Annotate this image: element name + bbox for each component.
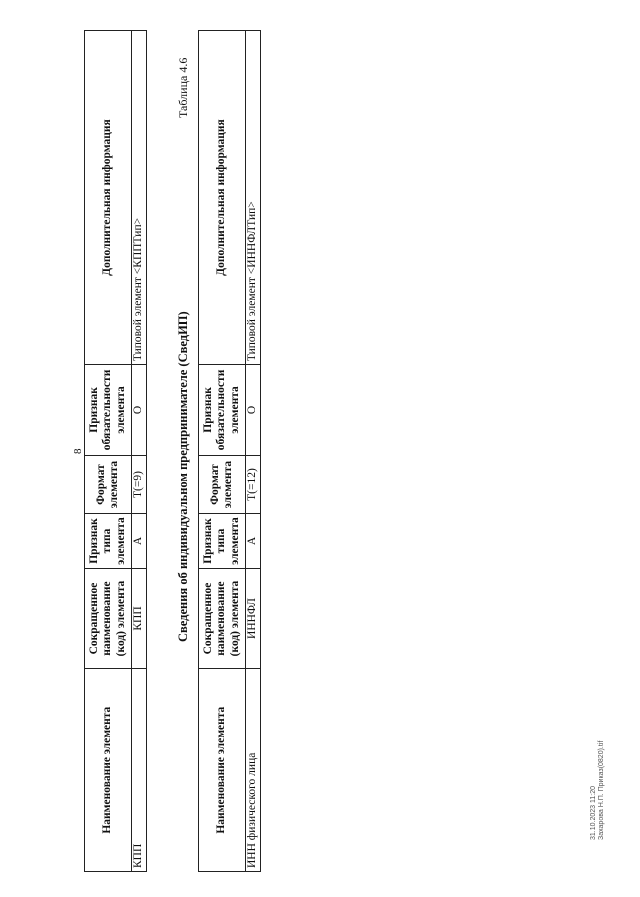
cell-info: Типовой элемент <ИННФЛТип> (246, 31, 261, 365)
table-header-row (85, 31, 132, 872)
table-caption: Сведения об индивидуальном предпринимателе (СведИП) (176, 311, 190, 642)
header-required: Признак обязательности элемента (199, 365, 246, 456)
scan-stamp (590, 741, 607, 840)
cell-info: Типовой элемент <КППТип> (132, 31, 147, 365)
cell-format: T(=9) (132, 455, 147, 514)
header-required: Признак обязательности элемента (85, 365, 132, 456)
cell-code: ИННФЛ (246, 568, 261, 669)
header-name: Наименование элемента (199, 669, 246, 872)
page-number: 8 (72, 448, 84, 454)
table-inn (198, 30, 261, 872)
header-info: Дополнительная информация (85, 31, 132, 365)
cell-required: О (132, 365, 147, 456)
header-type: Признак типа элемента (85, 514, 132, 568)
table-row (132, 31, 147, 872)
header-name: Наименование элемента (85, 669, 132, 872)
header-info: Дополнительная информация (199, 31, 246, 365)
table-kpp (84, 30, 147, 872)
cell-code: КПП (132, 568, 147, 669)
stamp-line-1: 31.10.2023 11:20 (590, 786, 597, 840)
header-format: Формат элемента (199, 455, 246, 514)
stamp-line-2: Захарова Н.П. Приказ(0820).tif (598, 740, 606, 840)
rotated-content (64, 30, 364, 882)
header-format: Формат элемента (85, 455, 132, 514)
header-code: Сокращенное наименование (код) элемента (199, 568, 246, 669)
cell-type: А (132, 514, 147, 568)
header-type: Признак типа элемента (199, 514, 246, 568)
table-row (246, 31, 261, 872)
cell-name: КПП (132, 669, 147, 872)
table-label: Таблица 4.6 (176, 57, 190, 118)
cell-required: О (246, 365, 261, 456)
table-header-row (199, 31, 246, 872)
cell-name: ИНН физического лица (246, 669, 261, 872)
cell-type: А (246, 514, 261, 568)
header-code: Сокращенное наименование (код) элемента (85, 568, 132, 669)
cell-format: T(=12) (246, 455, 261, 514)
